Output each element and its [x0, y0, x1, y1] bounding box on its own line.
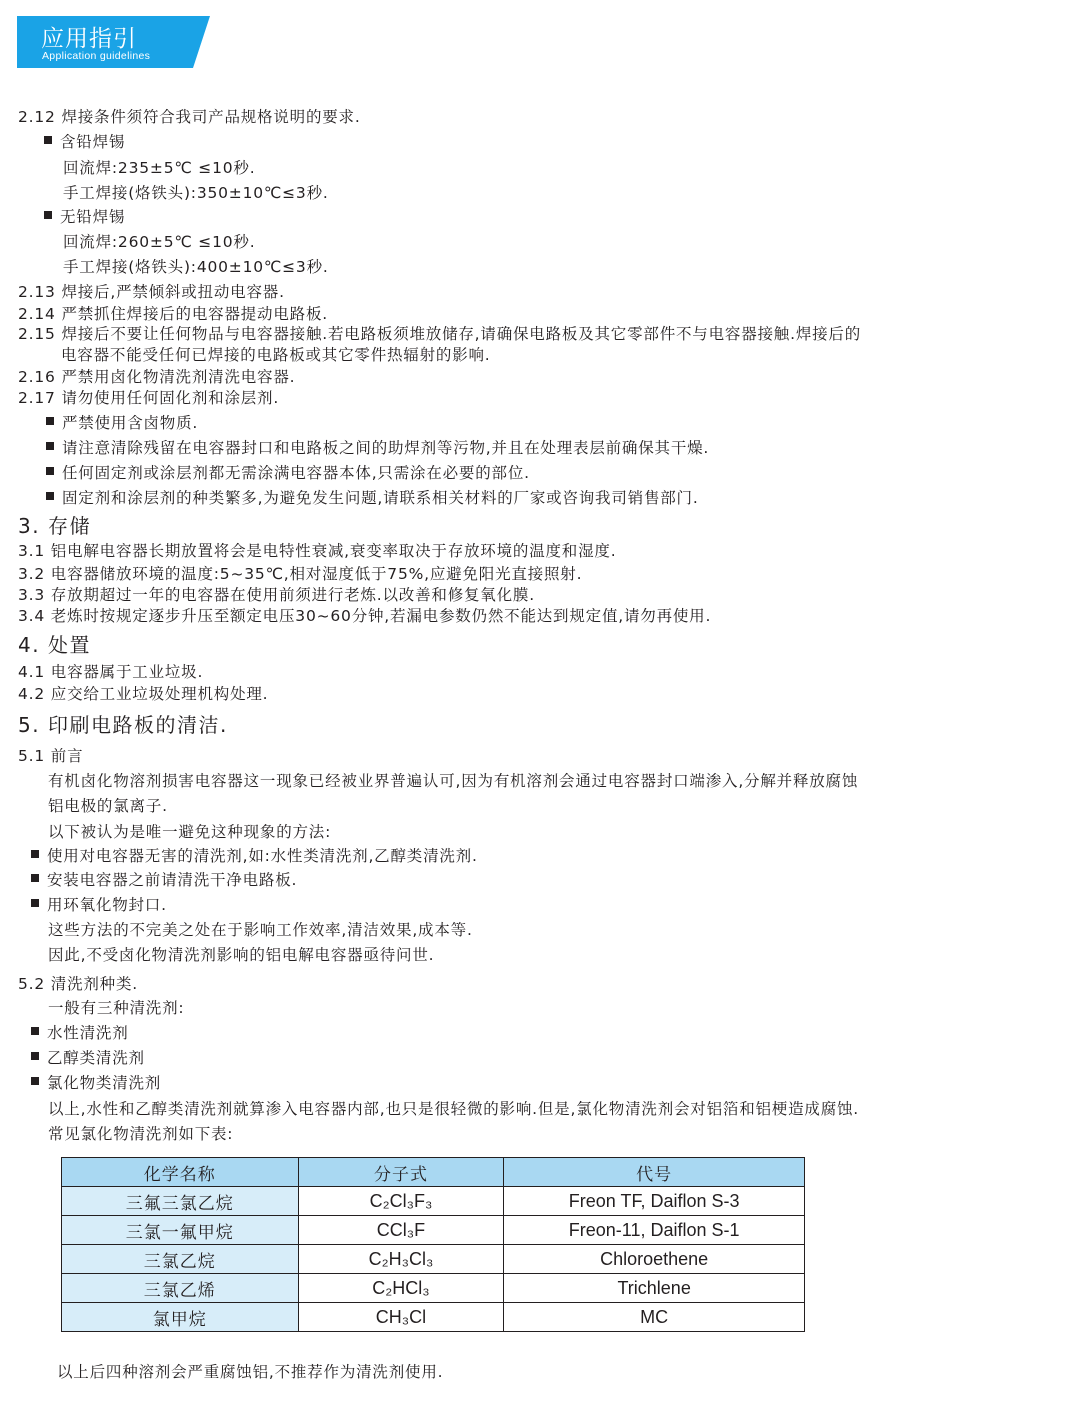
section-2-15-line2: 电容器不能受任何已焊接的电路板或其它零件热辐射的影响.: [61, 346, 491, 364]
table-header-code: 代号: [504, 1158, 805, 1187]
leadfree-reflow: 回流焊:260±5℃ ≤10秒.: [63, 233, 256, 251]
cell-name: 三氟三氯乙烷: [62, 1187, 299, 1216]
para-5-1-drawbacks: 这些方法的不完美之处在于影响工作效率,清洁效果,成本等.: [48, 921, 473, 939]
bullet-5-2-1: 水性清洗剂: [31, 1023, 129, 1043]
bullet-square-icon: [31, 874, 39, 882]
cell-formula: CCl₃F: [298, 1216, 504, 1245]
section-3-1: 3.1 铝电解电容器长期放置将会是电特性衰减,衰变率取决于存放环境的温度和湿度.: [18, 542, 617, 560]
cell-name: 三氯乙烯: [62, 1274, 299, 1303]
table-header-name: 化学名称: [62, 1158, 299, 1187]
section-3-4: 3.4 老炼时按规定逐步升压至额定电压30~60分钟,若漏电参数仍然不能达到规定值,请勿再使用.: [18, 607, 712, 625]
leadfree-hand: 手工焊接(烙铁头):400±10℃≤3秒.: [63, 258, 329, 276]
bullet-square-icon: [46, 417, 54, 425]
bullet-5-1-3: 用环氧化物封口.: [31, 895, 167, 915]
chlorinated-solvents-table: [61, 1157, 805, 1332]
bullet-square-icon: [31, 1052, 39, 1060]
bullet-5-1-2: 安装电容器之前请清洗干净电路板.: [31, 870, 297, 890]
para-5-1-methods: 以下被认为是唯一避免这种现象的方法:: [48, 823, 332, 841]
leaded-reflow: 回流焊:235±5℃ ≤10秒.: [63, 159, 256, 177]
para-5-2-effects: 以上,水性和乙醇类清洗剂就算渗入电容器内部,也只是很轻微的影响.但是,氯化物清洗剂会对铝箔和铝梗造成腐蚀.: [48, 1100, 860, 1118]
para-5-1-line1: 有机卤化物溶剂损害电容器这一现象已经被业界普遍认可,因为有机溶剂会通过电容器封口端渗入,分解并释放腐蚀: [48, 772, 859, 790]
header-banner: [17, 16, 210, 68]
cell-formula: CH₃Cl: [298, 1303, 504, 1332]
cell-formula: C₂HCl₃: [298, 1274, 504, 1303]
cell-formula: C₂H₃Cl₃: [298, 1245, 504, 1274]
bullet-square-icon: [46, 442, 54, 450]
table-footnote: 以上后四种溶剂会严重腐蚀铝,不推荐作为清洗剂使用.: [57, 1363, 444, 1381]
cell-formula: C₂Cl₃F₃: [298, 1187, 504, 1216]
para-5-2-table-intro: 常见氯化物清洗剂如下表:: [48, 1125, 234, 1143]
bullet-leadfree: 无铅焊锡: [44, 207, 125, 227]
section-2-17-title: 2.17 请勿使用任何固化剂和涂层剂.: [18, 389, 280, 407]
bullet-5-2-3: 氯化物类清洗剂: [31, 1073, 161, 1093]
cell-code: MC: [504, 1303, 805, 1332]
section-2-14: 2.14 严禁抓住焊接后的电容器提动电路板.: [18, 305, 328, 323]
section-5-heading: 5. 印刷电路板的清洁.: [18, 713, 228, 737]
leaded-hand: 手工焊接(烙铁头):350±10℃≤3秒.: [63, 184, 329, 202]
page-title: 应用指引: [41, 26, 137, 52]
cell-code: Chloroethene: [504, 1245, 805, 1274]
cell-code: Trichlene: [504, 1274, 805, 1303]
para-5-1-conclusion: 因此,不受卤化物清洗剂影响的铝电解电容器亟待问世.: [48, 946, 435, 964]
table-row: [62, 1216, 805, 1245]
cell-code: Freon-11, Daiflon S-1: [504, 1216, 805, 1245]
section-2-13: 2.13 焊接后,严禁倾斜或扭动电容器.: [18, 283, 285, 301]
section-4-2: 4.2 应交给工业垃圾处理机构处理.: [18, 685, 269, 703]
section-5-1: 5.1 前言: [18, 747, 84, 765]
para-5-2-intro: 一般有三种清洗剂:: [48, 999, 185, 1017]
section-2-12-title: 2.12 焊接条件须符合我司产品规格说明的要求.: [18, 108, 361, 126]
bullet-square-icon: [31, 1027, 39, 1035]
section-4-1: 4.1 电容器属于工业垃圾.: [18, 663, 204, 681]
bullet-5-1-1: 使用对电容器无害的清洗剂,如:水性类清洗剂,乙醇类清洗剂.: [31, 846, 478, 866]
section-4-heading: 4. 处置: [18, 633, 91, 657]
bullet-square-icon: [44, 136, 52, 144]
table-row: [62, 1274, 805, 1303]
bullet-square-icon: [31, 1077, 39, 1085]
section-3-3: 3.3 存放期超过一年的电容器在使用前须进行老炼.以改善和修复氧化膜.: [18, 586, 535, 604]
cell-name: 三氯乙烷: [62, 1245, 299, 1274]
bullet-square-icon: [44, 211, 52, 219]
section-5-2: 5.2 清洗剂种类.: [18, 975, 139, 993]
bullet-leaded: 含铅焊锡: [44, 132, 125, 152]
bullet-2-17-2: 请注意清除残留在电容器封口和电路板之间的助焊剂等污物,并且在处理表层前确保其干燥.: [46, 438, 709, 458]
page-subtitle: Application guidelines: [42, 50, 151, 62]
section-3-heading: 3. 存储: [18, 514, 91, 538]
section-2-16: 2.16 严禁用卤化物清洗剂清洗电容器.: [18, 368, 296, 386]
table-row: [62, 1245, 805, 1274]
section-3-2: 3.2 电容器储放环境的温度:5~35℃,相对湿度低于75%,应避免阳光直接照射.: [18, 565, 583, 583]
bullet-square-icon: [46, 467, 54, 475]
cell-name: 三氯一氟甲烷: [62, 1216, 299, 1245]
table-header-row: [62, 1158, 805, 1187]
bullet-square-icon: [31, 899, 39, 907]
table-header-formula: 分子式: [298, 1158, 504, 1187]
section-2-15-line1: 2.15 焊接后不要让任何物品与电容器接触.若电路板须堆放储存,请确保电路板及其它零部件不与电容器接触.焊接后的: [18, 325, 862, 343]
para-5-1-line2: 铝电极的氯离子.: [48, 797, 168, 815]
bullet-2-17-1: 严禁使用含卤物质.: [46, 413, 198, 433]
bullet-2-17-4: 固定剂和涂层剂的种类繁多,为避免发生问题,请联系相关材料的厂家或咨询我司销售部门.: [46, 488, 699, 508]
bullet-square-icon: [46, 492, 54, 500]
bullet-2-17-3: 任何固定剂或涂层剂都无需涂满电容器本体,只需涂在必要的部位.: [46, 463, 530, 483]
table-row: [62, 1303, 805, 1332]
cell-name: 氯甲烷: [62, 1303, 299, 1332]
bullet-square-icon: [31, 850, 39, 858]
bullet-5-2-2: 乙醇类清洗剂: [31, 1048, 145, 1068]
table-row: [62, 1187, 805, 1216]
cell-code: Freon TF, Daiflon S-3: [504, 1187, 805, 1216]
